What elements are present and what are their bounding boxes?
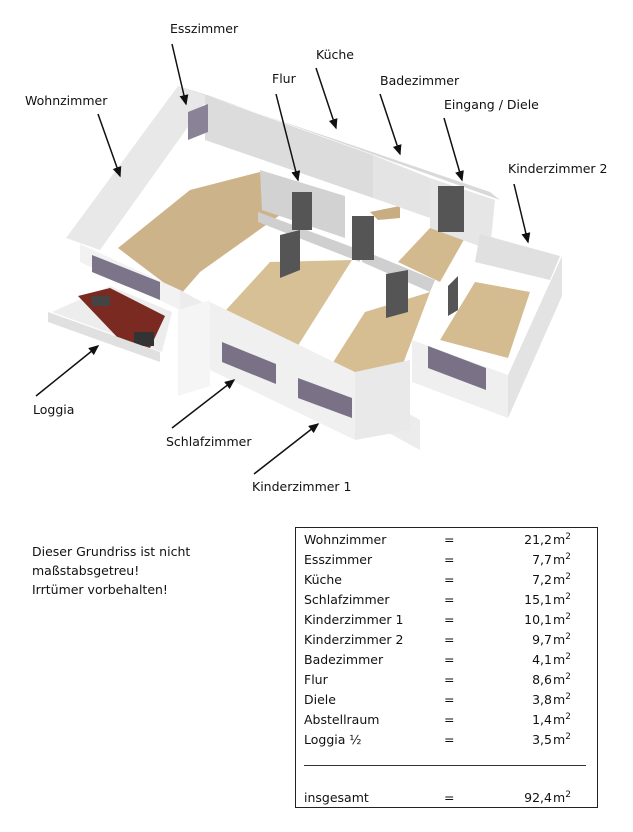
arrow-kinderzimmer1 (254, 424, 318, 474)
disclaimer (32, 542, 190, 599)
area-unit: $m^2$ (553, 790, 571, 806)
door-kind2 (448, 276, 458, 316)
area-row (304, 592, 594, 612)
area-value: 7,7 (532, 552, 552, 567)
area-row (304, 712, 594, 732)
area-value: 8,6 (532, 672, 552, 687)
area-unit: $m^2$ (553, 612, 571, 628)
equals-sign: = (444, 672, 455, 687)
area-row (304, 612, 594, 632)
area-value: 10,1 (524, 612, 552, 627)
equals-sign: = (444, 692, 455, 707)
area-row (304, 552, 594, 572)
label-kinderzimmer2: Kinderzimmer 2 (508, 161, 608, 176)
area-row (304, 652, 594, 672)
area-unit: $m^2$ (553, 672, 571, 688)
arrow-loggia (36, 346, 98, 396)
wall-kind2-back (475, 234, 560, 280)
area-value: 3,8 (532, 692, 552, 707)
room-name: Loggia ½ (304, 732, 362, 747)
door-kind1 (386, 270, 408, 318)
label-kinderzimmer1: Kinderzimmer 1 (252, 479, 352, 494)
area-unit: $m^2$ (553, 692, 571, 708)
room-name: Wohnzimmer (304, 532, 387, 547)
disclaimer-line: Dieser Grundriss ist nicht (32, 544, 191, 559)
area-unit: $m^2$ (553, 632, 571, 648)
equals-sign: = (444, 532, 455, 547)
equals-sign: = (444, 572, 455, 587)
label-esszimmer: Esszimmer (170, 21, 239, 36)
area-table (295, 527, 598, 808)
area-value: 9,7 (532, 632, 552, 647)
arrow-kinderzimmer2 (514, 184, 528, 242)
room-name: Schlafzimmer (304, 592, 390, 607)
loggia-table (92, 296, 110, 306)
area-unit: $m^2$ (553, 712, 571, 728)
door-schlaf (280, 230, 300, 278)
label-wohnzimmer: Wohnzimmer (25, 93, 108, 108)
area-row (304, 532, 594, 552)
room-name: Diele (304, 692, 336, 707)
room-name: Flur (304, 672, 328, 687)
equals-sign: = (444, 612, 455, 627)
door-flur (292, 192, 312, 230)
area-unit: $m^2$ (553, 652, 571, 668)
area-row (304, 672, 594, 692)
arrow-kueche (316, 68, 336, 128)
wall-right-end (508, 256, 562, 418)
label-kueche: Küche (316, 47, 354, 62)
area-value: 21,2 (524, 532, 552, 547)
door-kueche (352, 216, 374, 260)
total-divider (304, 765, 586, 766)
area-row (304, 572, 594, 592)
area-row (304, 692, 594, 712)
arrow-eingang (444, 118, 462, 180)
area-value: 4,1 (532, 652, 552, 667)
equals-sign: = (444, 632, 455, 647)
area-row (304, 732, 594, 752)
label-badezimmer: Badezimmer (380, 73, 460, 88)
wall-front-right (355, 360, 410, 440)
door-diele (438, 186, 464, 232)
disclaimer-line: Irrtümer vorbehalten! (32, 582, 168, 597)
equals-sign: = (444, 712, 455, 727)
room-name: Abstellraum (304, 712, 380, 727)
label-loggia: Loggia (33, 402, 75, 417)
area-row (304, 632, 594, 652)
area-unit: $m^2$ (553, 732, 571, 748)
area-value: 3,5 (532, 732, 552, 747)
equals-sign: = (444, 790, 455, 805)
room-name: Kinderzimmer 1 (304, 612, 404, 627)
area-unit: $m^2$ (553, 532, 571, 548)
label-eingang-diele: Eingang / Diele (444, 97, 539, 112)
total-label: insgesamt (304, 790, 369, 805)
equals-sign: = (444, 552, 455, 567)
arrow-badezimmer (380, 94, 400, 154)
room-name: Küche (304, 572, 342, 587)
label-schlafzimmer: Schlafzimmer (166, 434, 252, 449)
equals-sign: = (444, 732, 455, 747)
equals-sign: = (444, 652, 455, 667)
disclaimer-line: maßstabsgetreu! (32, 563, 140, 578)
total-value: 92,4 (524, 790, 552, 805)
equals-sign: = (444, 592, 455, 607)
total-row (304, 790, 594, 810)
area-unit: $m^2$ (553, 592, 571, 608)
area-unit: $m^2$ (553, 552, 571, 568)
room-name: Badezimmer (304, 652, 384, 667)
room-name: Kinderzimmer 2 (304, 632, 404, 647)
arrow-wohnzimmer (98, 114, 120, 176)
floor-bad (370, 206, 400, 220)
wall-front-face (178, 300, 210, 396)
area-unit: $m^2$ (553, 572, 571, 588)
area-value: 1,4 (532, 712, 552, 727)
label-flur: Flur (272, 71, 296, 86)
area-value: 7,2 (532, 572, 552, 587)
area-value: 15,1 (524, 592, 552, 607)
room-name: Esszimmer (304, 552, 373, 567)
